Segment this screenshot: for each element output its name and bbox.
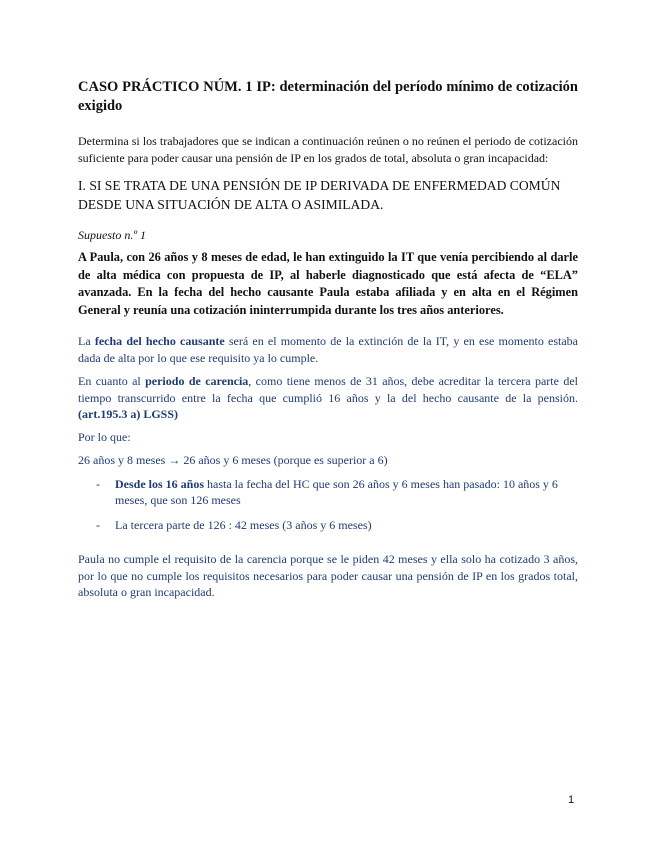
list-item-bold: Desde los 16 años bbox=[115, 476, 205, 491]
calculation-line: 26 años y 8 meses → 26 años y 6 meses (porque es superior a 6) bbox=[78, 453, 388, 467]
supuesto-label: Supuesto n.º 1 bbox=[78, 228, 147, 242]
answer-text: La bbox=[78, 334, 95, 348]
dash-bullet: - bbox=[96, 517, 100, 532]
por-lo-que-label: Por lo que: bbox=[78, 429, 131, 444]
list-item bbox=[78, 476, 578, 509]
case-statement: A Paula, con 26 años y 8 meses de edad, le han extinguido la IT que venía percibiendo al darle de alta médica con propuesta de IP, al haberle diagnosticado que está afecta de “ELA” avanzada. En la fecha del hecho causante Paula estaba afiliada y en alta en el Régimen General y reunía una cotización ininterrumpida durante los tres años anteriores. bbox=[78, 250, 578, 317]
intro-paragraph: Determina si los trabajadores que se indican a continuación reúnen o no reúnen el periodo de cotización suficiente para poder causar una pensión de IP en los grados de total, absoluta o gran incapacidad: bbox=[78, 134, 578, 165]
dash-bullet: - bbox=[96, 476, 100, 491]
answer-text: , como tiene menos de 31 años, debe acreditar la tercera parte del tiempo transcurrido entre la fecha que cumplió 16 años y la del hecho causante de la pensión. bbox=[78, 374, 578, 405]
list-item bbox=[78, 517, 578, 534]
answer-paragraph-fecha bbox=[78, 333, 578, 366]
answer-bold-term: fecha del hecho causante bbox=[94, 334, 225, 348]
section-heading: I. SI SE TRATA DE UNA PENSIÓN DE IP DERIVADA DE ENFERMEDAD COMÚN DESDE UNA SITUACIÓN DE ALTA O ASIMILADA. bbox=[78, 178, 561, 212]
page-number: 1 bbox=[568, 794, 575, 806]
list-item-text: hasta la fecha del HC que son 26 años y 6 meses han pasado: 10 años y 6 meses, que son 126 meses bbox=[115, 476, 558, 507]
answer-text: En cuanto al bbox=[78, 374, 146, 388]
answer-bold-term: periodo de carencia bbox=[145, 374, 249, 388]
conclusion-paragraph: Paula no cumple el requisito de la carencia porque se le piden 42 meses y ella solo ha cotizado 3 años, por lo que no cumple los requisitos necesarios para poder causar una pensión de IP en los grados total, absoluta o gran incapacidad. bbox=[78, 552, 578, 599]
document-title: CASO PRÁCTICO NÚM. 1 IP: determinación del período mínimo de cotización exigido bbox=[78, 79, 578, 114]
answer-paragraph-carencia bbox=[78, 373, 578, 423]
document-body bbox=[78, 78, 578, 601]
legal-reference: (art.195.3 a) LGSS) bbox=[78, 407, 178, 421]
answer-text: será en el momento de la extinción de la IT, y en ese momento estaba dada de alta por lo que ese requisito ya lo cumple. bbox=[78, 334, 579, 365]
calculation-list bbox=[78, 476, 578, 534]
list-item-text: La tercera parte de 126 : 42 meses (3 años y 6 meses) bbox=[115, 517, 372, 532]
